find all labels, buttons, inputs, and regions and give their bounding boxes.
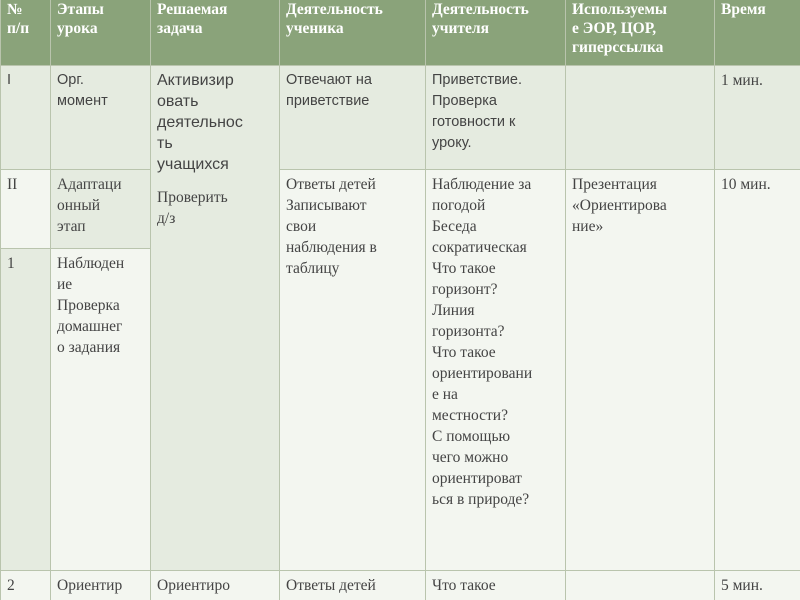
header-task: Решаемая задача: [151, 0, 280, 66]
row-time: 10 мин.: [715, 170, 800, 571]
table-row: [1, 571, 800, 600]
row-stage: Орг. момент: [51, 66, 151, 170]
row-number: II: [1, 170, 51, 249]
row-task: Ориентиро: [151, 571, 280, 600]
header-teacher-activity: Деятельность учителя: [426, 0, 566, 66]
row-student-activity: Отвечают на приветствие: [280, 66, 426, 170]
row-resources: [566, 66, 715, 170]
row-resources: Презентация «Ориентирова ние»: [566, 170, 715, 571]
row-teacher-activity: Приветствие. Проверка готовности к уроку.: [426, 66, 566, 170]
row-number: I: [1, 66, 51, 170]
header-number: № п/п: [1, 0, 51, 66]
row-teacher-activity: Что такое: [426, 571, 566, 600]
table-row: [1, 66, 800, 170]
header-student-activity: Деятельность ученика: [280, 0, 426, 66]
table-row: [1, 170, 800, 249]
row-number: 1: [1, 249, 51, 571]
header-resources: Используемы е ЭОР, ЦОР, гиперссылка: [566, 0, 715, 66]
row-stage: Адаптаци онный этап: [51, 170, 151, 249]
row-student-activity: Ответы детей Записывают свои наблюдения в таблицу: [280, 170, 426, 571]
row-time: 5 мин.: [715, 571, 800, 600]
header-row: [1, 0, 800, 66]
row-task: Активизир овать деятельнос ть учащихся Проверить д/з: [151, 66, 280, 571]
row-resources: [566, 571, 715, 600]
row-number: 2: [1, 571, 51, 600]
row-stage: Наблюден ие Проверка домашнег о задания: [51, 249, 151, 571]
row-stage: Ориентир: [51, 571, 151, 600]
row-time: 1 мин.: [715, 66, 800, 170]
row-student-activity: Ответы детей: [280, 571, 426, 600]
header-stages: Этапы урока: [51, 0, 151, 66]
header-time: Время: [715, 0, 800, 66]
row-teacher-activity: Наблюдение за погодой Беседа сократическая Что такое горизонт? Линия горизонта? Что такое ориентировани е на местности? С помощью чего можно ориентироват ься в природе?: [426, 170, 566, 571]
